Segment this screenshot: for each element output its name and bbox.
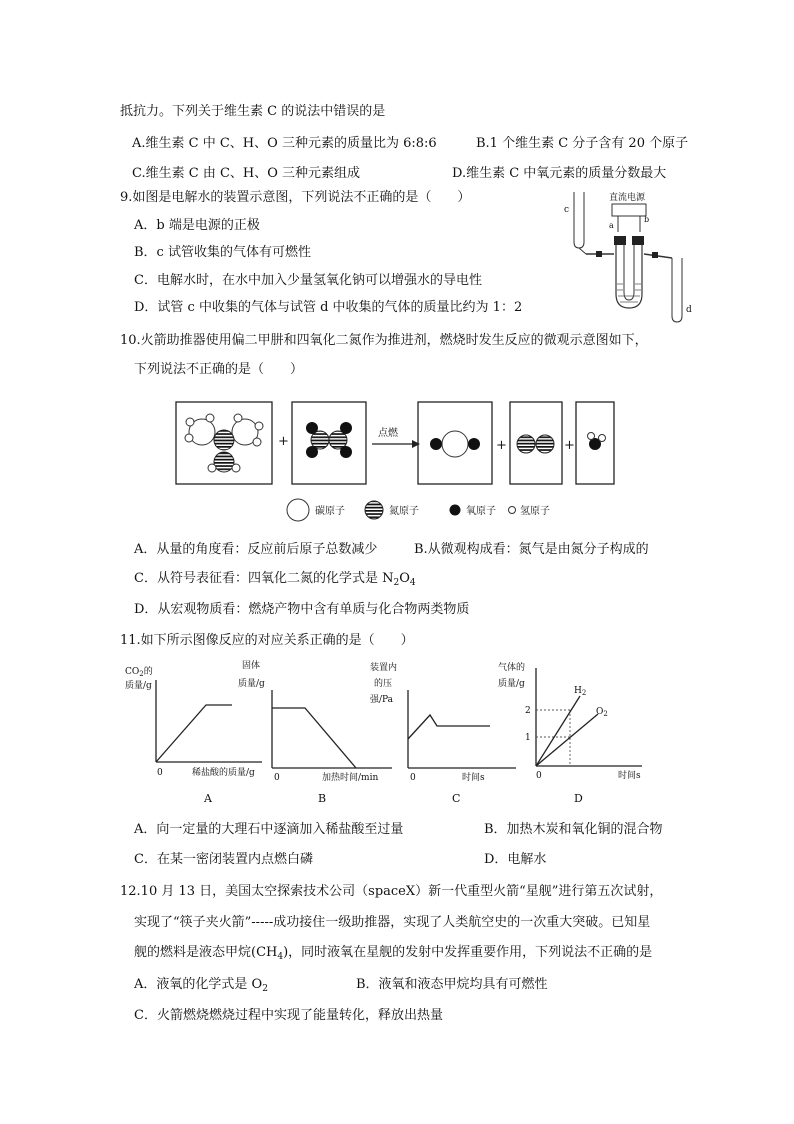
graph-a-xlabel: 稀盐酸的质量/g (192, 768, 255, 778)
legend-oxygen-label: 氧原子 (466, 506, 496, 517)
hydrogen-atom (232, 464, 240, 472)
q11-graphs (120, 656, 680, 806)
graph-d-o2-line (536, 714, 598, 766)
tube-d-label: d (686, 305, 692, 315)
q11-option-b: B．加热木炭和氧化铜的混合物 (484, 822, 663, 837)
graph-b-origin: 0 (274, 773, 280, 783)
plus-sign-3: + (564, 438, 575, 453)
graph-c-ylabel-2: 的压 (374, 679, 393, 689)
nitrogen-atom (517, 435, 535, 453)
q9-stem: 9.如图是电解水的装置示意图，下列说法不正确的是（ ） (120, 190, 471, 205)
graph-b-caption: B (318, 792, 327, 805)
graph-d-h2-line (536, 696, 580, 766)
q12-option-c: C．火箭燃烧燃烧过程中实现了能量转化，释放出热量 (134, 1008, 443, 1023)
carbon-atom (442, 431, 468, 457)
nitrogen-atom (214, 430, 234, 450)
graph-b (238, 659, 392, 805)
q12-line3: 舰的燃料是液态甲烷$(CH_4)$，同时液氧在星舰的发射中发挥重要作用，下列说法不正确的是 (134, 945, 653, 962)
q12-option-a: A．液氧的化学式是 $O_2$ (134, 977, 268, 994)
q11-option-c: C．在某一密闭装置内点燃白磷 (134, 852, 313, 867)
graph-d-tick-2: 2 (525, 706, 531, 716)
graph-c-caption: C (452, 792, 461, 805)
terminal-a-label: a (609, 221, 614, 230)
graph-d-xlabel: 时间s (618, 771, 641, 781)
graph-b-ylabel-2: 质量/g (238, 679, 265, 689)
q8-option-c: C.维生素 C 由 C、H、O 三种元素组成 (132, 166, 361, 181)
ignition-label: 点燃 (378, 428, 398, 439)
power-supply-label: 直流电源 (609, 193, 646, 203)
q9-option-b: B．c 试管收集的气体有可燃性 (134, 245, 311, 260)
graph-d-h2-label: $H_2$ (574, 686, 587, 697)
graph-d-tick-1: 1 (525, 733, 531, 743)
nitrogen-atom (536, 435, 554, 453)
graph-c-origin: 0 (410, 773, 416, 783)
legend-carbon-swatch (287, 499, 309, 521)
electrolysis-apparatus (556, 188, 696, 324)
graph-d (498, 661, 642, 805)
plus-sign-1: + (278, 434, 289, 449)
hydrogen-atom (206, 414, 214, 422)
oxygen-atom (306, 422, 318, 434)
graph-d-ylabel-1: 气体的 (498, 663, 526, 673)
hydrogen-atom (185, 434, 193, 442)
hydrogen-atom (599, 435, 606, 442)
legend-hydrogen-swatch (509, 507, 516, 514)
graph-d-o2-label: $O_2$ (596, 707, 608, 718)
graph-c-ylabel-3: 强/Pa (370, 695, 394, 705)
oxygen-atom (306, 446, 318, 458)
q12-line1: 12.10 月 13 日，美国太空探索技术公司（spaceX）新一代重型火箭“星舰”进行第五次试射， (120, 884, 663, 899)
hydrogen-atom (255, 422, 263, 430)
q10-option-c: C．从符号表征看：四氧化二氮的化学式是 $N_2O_4$ (134, 571, 416, 588)
oxygen-atom (430, 438, 442, 450)
q11-stem: 11.如下所示图像反应的对应关系正确的是（ ） (120, 633, 414, 648)
graph-c-xlabel: 时间s (462, 773, 485, 783)
graph-a-ylabel-1: $CO_2$的 (125, 667, 153, 678)
q10-option-d: D．从宏观物质看：燃烧产物中含有单质与化合物两类物质 (134, 602, 470, 617)
hydrogen-atom (588, 433, 595, 440)
graph-c-curve (408, 715, 490, 739)
q9-option-d: D．试管 c 中收集的气体与试管 d 中收集的气体的质量比约为 1：2 (134, 300, 523, 315)
graph-c (370, 661, 516, 805)
graph-a-caption: A (204, 792, 212, 805)
q10-option-a: A．从量的角度看：反应前后原子总数减少 (134, 542, 378, 557)
graph-c-ylabel-1: 装置内 (370, 663, 398, 673)
hydrogen-atom (208, 464, 216, 472)
hydrogen-atom (234, 414, 242, 422)
terminal-b-label: b (644, 215, 650, 224)
q8-stem: 抵抗力。下列关于维生素 C 的说法中错误的是 (120, 104, 386, 119)
reaction-micro-diagram (160, 398, 630, 528)
q10-stem-line2: 下列说法不正确的是（ ） (134, 362, 304, 377)
oxygen-atom (340, 446, 352, 458)
q8-option-b: B.1 个维生素 C 分子含有 20 个原子 (476, 136, 689, 151)
hydrogen-atom (186, 418, 194, 426)
nitrogen-atom (214, 452, 234, 472)
oxygen-atom (340, 422, 352, 434)
q8-option-a: A.维生素 C 中 C、H、O 三种元素的质量比为 6:8:6 (132, 136, 437, 151)
graph-a-curve (156, 705, 232, 762)
legend-oxygen-swatch (450, 505, 461, 516)
graph-d-caption: D (574, 792, 583, 805)
q12-line2: 实现了“筷子夹火箭”-----成功接住一级助推器，实现了人类航空史的一次重大突破。已知星 (134, 915, 651, 930)
hydrogen-atom (253, 438, 261, 446)
graph-a-ylabel-2: 质量/g (125, 681, 152, 691)
legend-nitrogen-label: 氮原子 (389, 506, 419, 517)
tube-c-label: c (564, 205, 570, 215)
q10-option-b: B.从微观构成看：氮气是由氮分子构成的 (414, 542, 649, 557)
graph-b-ylabel-1: 固体 (242, 661, 261, 671)
q10-stem-line1: 10.火箭助推器使用偏二甲肼和四氧化二氮作为推进剂，燃烧时发生反应的微观示意图如下， (120, 333, 648, 348)
q12-option-b: B．液氧和液态甲烷均具有可燃性 (356, 977, 548, 992)
q9-option-c: C．电解水时，在水中加入少量氢氧化钠可以增强水的导电性 (134, 273, 482, 288)
graph-a-origin: 0 (157, 768, 163, 778)
graph-b-curve (272, 708, 356, 768)
legend-hydrogen-label: 氢原子 (520, 506, 550, 517)
legend-carbon-label: 碳原子 (315, 506, 345, 517)
graph-d-ylabel-2: 质量/g (498, 679, 525, 689)
legend-nitrogen-swatch (365, 501, 383, 519)
q9-option-a: A．b 端是电源的正极 (134, 218, 260, 233)
q8-option-d: D.维生素 C 中氧元素的质量分数最大 (452, 166, 667, 181)
q11-option-a: A．向一定量的大理石中逐滴加入稀盐酸至过量 (134, 822, 404, 837)
plus-sign-2: + (496, 438, 507, 453)
graph-d-origin: 0 (536, 771, 542, 781)
q11-option-d: D．电解水 (484, 852, 547, 867)
graph-b-xlabel: 加热时间/min (322, 773, 379, 783)
oxygen-atom (468, 438, 480, 450)
